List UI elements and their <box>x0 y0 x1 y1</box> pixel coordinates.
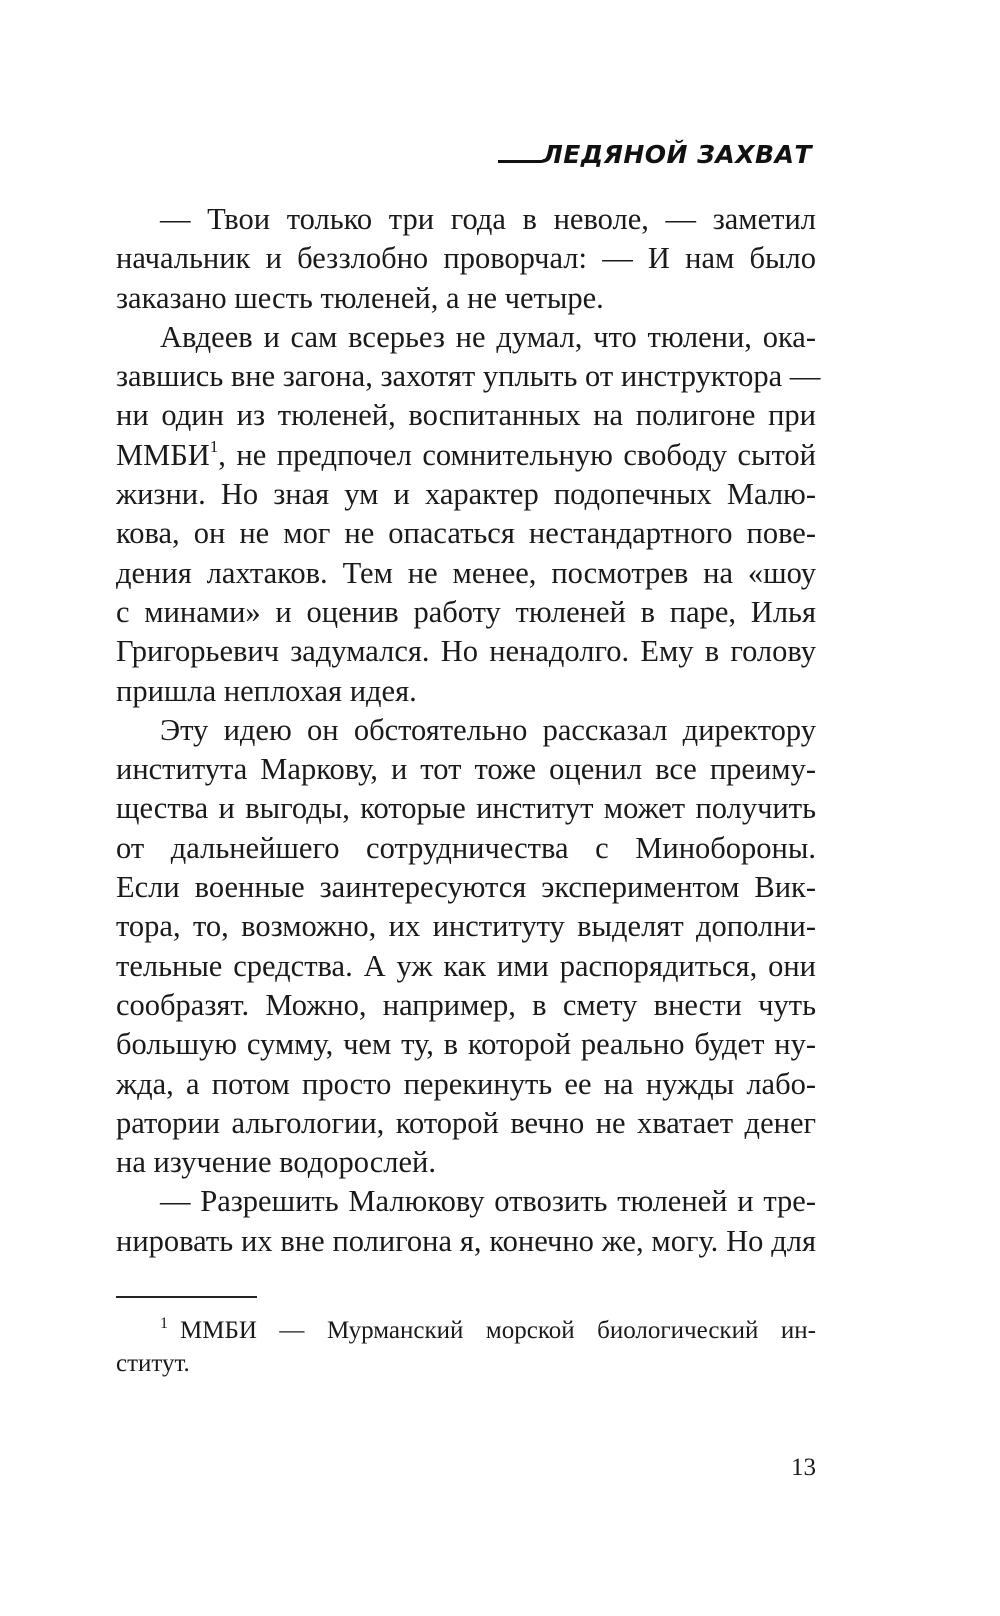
text-line: Эту идею он обстоятельно рассказал директору <box>160 712 816 747</box>
body-text <box>116 200 821 1261</box>
text-line: дения лахтаков. Тем не менее, посмотрев на «шоу <box>116 555 816 590</box>
text-line: института Маркову, и тот тоже оценил все преиму- <box>116 752 816 787</box>
text-line: ратории альгологии, которой вечно не хватает денег <box>116 1105 816 1140</box>
footnote-reference[interactable]: 1 <box>209 436 219 456</box>
text-line: с минами» и оценив работу тюленей в паре, Илья <box>116 594 816 629</box>
text-line: жда, а потом просто перекинуть ее на нужды лабо- <box>116 1066 816 1101</box>
text-line: завшись вне загона, захотят уплыть от инструктора — <box>116 359 821 394</box>
text-line: жизни. Но зная ум и характер подопечных Малю- <box>116 477 816 512</box>
footnote-text: ММБИ — Мурманский морской биологический ин- <box>180 1317 816 1344</box>
text-line: — Разрешить Малюкову отвозить тюленей и тре- <box>160 1184 816 1219</box>
footnote <box>116 1314 816 1380</box>
text-line: заказано шесть тюленей, а не четыре. <box>116 280 604 315</box>
text-line: пришла неплохая идея. <box>116 673 417 708</box>
footnote-separator <box>116 1296 257 1298</box>
text-line: ни один из тюленей, воспитанных на полигоне при <box>116 398 816 433</box>
text-line: Если военные заинтересуются экспериментом Вик- <box>116 870 816 905</box>
page-number: 13 <box>791 1454 816 1481</box>
text-fragment: , не предпочел сомнительную свободу сытой <box>218 437 816 472</box>
text-line: кова, он не мог не опасаться нестандартного пове- <box>116 516 816 551</box>
text-line: — Твои только три года в неволе, — заметил <box>160 202 816 236</box>
text-line: сообразят. Можно, например, в смету внести чуть <box>116 987 816 1022</box>
text-line <box>116 436 816 475</box>
footnote-line: ститут. <box>116 1350 190 1377</box>
footnote-line <box>116 1314 816 1347</box>
header-rule <box>498 160 542 163</box>
abbreviation: ММБИ <box>116 437 210 472</box>
text-line: щества и выгоды, которые институт может получить <box>116 791 816 826</box>
text-line: большую сумму, чем ту, в которой реально будет ну- <box>116 1027 816 1062</box>
text-line: на изучение водорослей. <box>116 1145 436 1180</box>
text-line: тора, то, возможно, их институту выделят дополни- <box>116 909 816 944</box>
text-line: от дальнейшего сотрудничества с Минобороны. <box>116 830 816 865</box>
running-title: ЛЕДЯНОЙ ЗАХВАТ <box>541 140 812 169</box>
text-line: Авдеев и сам всерьез не думал, что тюлени, ока- <box>160 319 816 354</box>
footnote-mark: 1 <box>160 1315 168 1332</box>
text-line: нировать их вне полигона я, конечно же, могу. Но для <box>116 1223 816 1258</box>
text-line: тельные средства. А уж как ими распорядиться, они <box>116 948 816 983</box>
text-line: начальник и беззлобно проворчал: — И нам было <box>116 241 816 276</box>
text-line: Григорьевич задумался. Но ненадолго. Ему в голову <box>116 634 816 669</box>
running-header <box>498 140 812 169</box>
